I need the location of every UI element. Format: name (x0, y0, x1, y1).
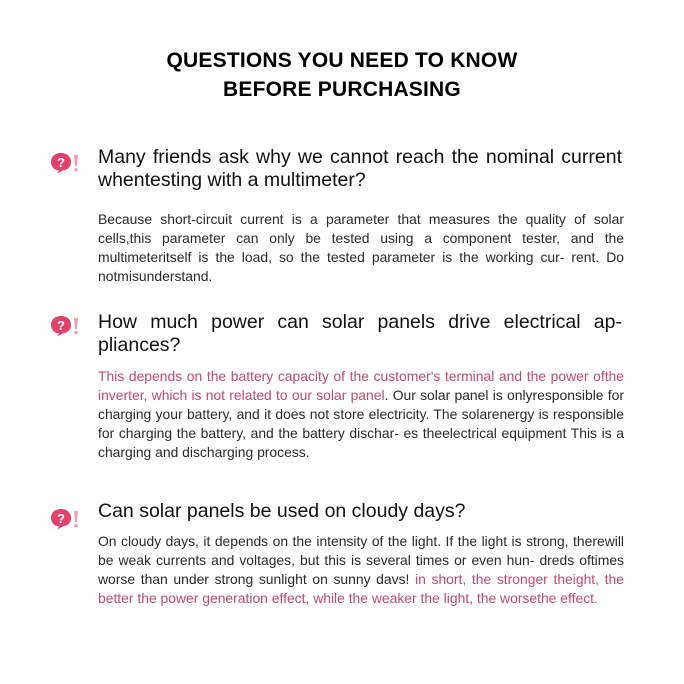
question-exclamation-icon (50, 508, 86, 530)
faq-question-row (0, 146, 684, 192)
faq-answer (98, 367, 624, 462)
faq-question-row (0, 311, 684, 357)
faq-answer (98, 532, 624, 608)
faq-item-2 (0, 311, 684, 462)
faq-answer-highlight: This depends on the battery capacity of the customer's terminal and the power ofthe inverter, which is not related to our solar panel (98, 368, 624, 403)
question-exclamation-icon (50, 152, 86, 174)
page-title-line-2: BEFORE PURCHASING (223, 78, 461, 101)
faq-question: How much power can solar panels drive electrical ap- pliances? (98, 311, 622, 356)
faq-question: Can solar panels be used on cloudy days? (98, 500, 466, 522)
svg-text:?: ? (57, 318, 65, 333)
faq-answer-text: On cloudy days, it depends on the intensity of the light. If the light is strong, therewill be weak currents and voltages, but this is several times or even hun- dreds oftimes worse than under strong sunlight on sunny davs! (98, 533, 624, 587)
faq-answer (98, 210, 624, 286)
page-title-line-1: QUESTIONS YOU NEED TO KNOW (166, 49, 518, 72)
faq-question: Many friends ask why we cannot reach the nominal current whentesting with a multimeter? (98, 146, 622, 191)
faq-answer-text: Because short-circuit current is a parameter that measures the quality of solar cells,this parameter can only be tested using a component tester, and the multimeteritself is the load, so the tested parameter is the working cur- rent. Do notmisunderstand. (98, 211, 624, 284)
faq-item-3 (0, 500, 684, 608)
faq-answer-highlight: in short, the stronger theight, the better the power generation effect, while the weaker the light, the worsethe effect. (98, 571, 624, 606)
svg-text:?: ? (57, 155, 65, 170)
faq-item-1 (0, 146, 684, 286)
faq-question-row (0, 500, 684, 526)
page-title (0, 46, 684, 104)
question-exclamation-icon (50, 315, 86, 337)
faq-answer-text: . Our solar panel is onlyresponsible for charging your battery, and it does not store electricity. The solarenergy is responsible for charging the battery, and the battery dischar- es theelectrical equipment This is a charging and discharging process. (98, 387, 625, 460)
svg-text:?: ? (57, 511, 65, 526)
